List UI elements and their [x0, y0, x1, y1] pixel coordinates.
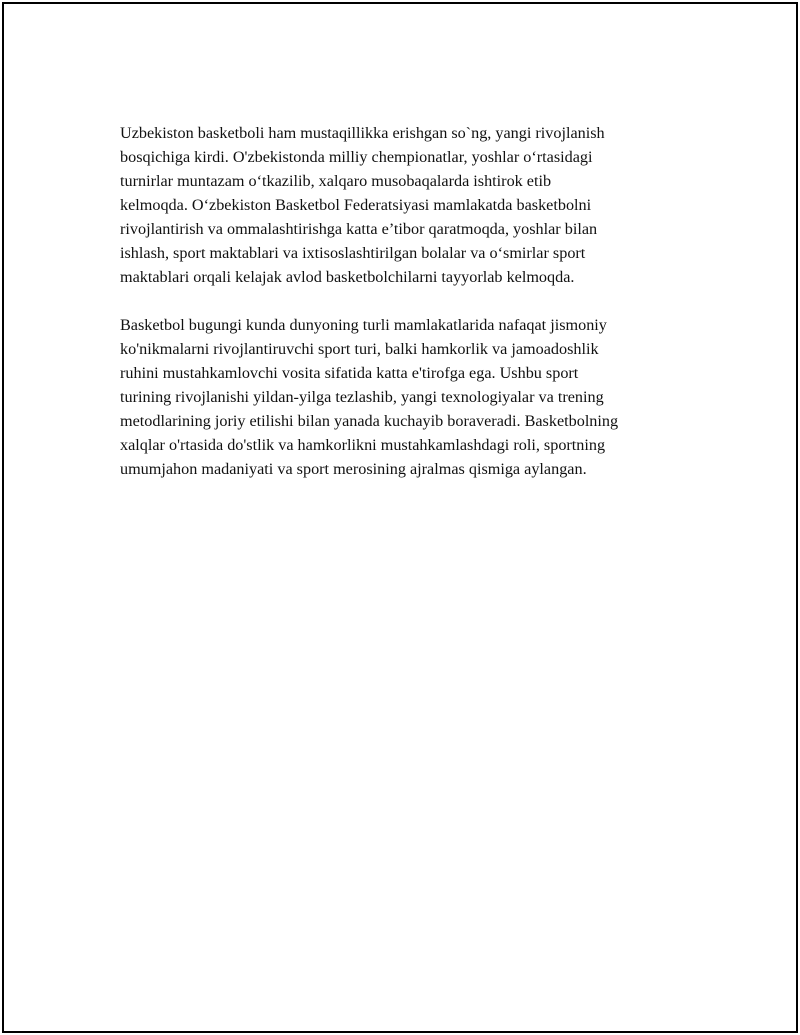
paragraph-line: ko'nikmalarni rivojlantiruvchi sport turi, balki hamkorlik va jamoadoshlik: [120, 340, 599, 358]
paragraph-line: ruhini mustahkamlovchi vosita sifatida katta e'tirofga ega. Ushbu sport: [120, 364, 579, 382]
paragraph-line: Uzbekiston basketboli ham mustaqillikka erishgan so`ng, yangi rivojlanish: [120, 124, 605, 142]
document-body: [120, 121, 690, 505]
paragraph-line: metodlarining joriy etilishi bilan yanada kuchayib boraveradi. Basketbolning: [120, 412, 619, 430]
paragraph-line: umumjahon madaniyati va sport merosining ajralmas qismiga aylangan.: [120, 460, 587, 478]
paragraph-line: rivojlantirish va ommalashtirishga katta e’tibor qaratmoqda, yoshlar bilan: [120, 220, 598, 238]
paragraph-line: turining rivojlanishi yildan-yilga tezlashib, yangi texnologiyalar va trening: [120, 388, 604, 406]
paragraph-line: xalqlar o'rtasida do'stlik va hamkorlikni mustahkamlashdagi roli, sportning: [120, 436, 606, 454]
paragraph-line: turnirlar muntazam o‘tkazilib, xalqaro musobaqalarda ishtirok etib: [120, 172, 552, 190]
paragraph-line: kelmoqda. O‘zbekiston Basketbol Federatsiyasi mamlakatda basketbolni: [120, 196, 592, 214]
paragraph-1: [120, 121, 690, 289]
document-page: [2, 2, 798, 1033]
paragraph-2: [120, 313, 690, 481]
paragraph-line: Basketbol bugungi kunda dunyoning turli mamlakatlarida nafaqat jismoniy: [120, 316, 607, 334]
paragraph-line: ishlash, sport maktablari va ixtisoslashtirilgan bolalar va o‘smirlar sport: [120, 244, 586, 262]
paragraph-line: maktablari orqali kelajak avlod basketbolchilarni tayyorlab kelmoqda.: [120, 268, 575, 286]
paragraph-line: bosqichiga kirdi. O'zbekistonda milliy chempionatlar, yoshlar o‘rtasidagi: [120, 148, 593, 166]
